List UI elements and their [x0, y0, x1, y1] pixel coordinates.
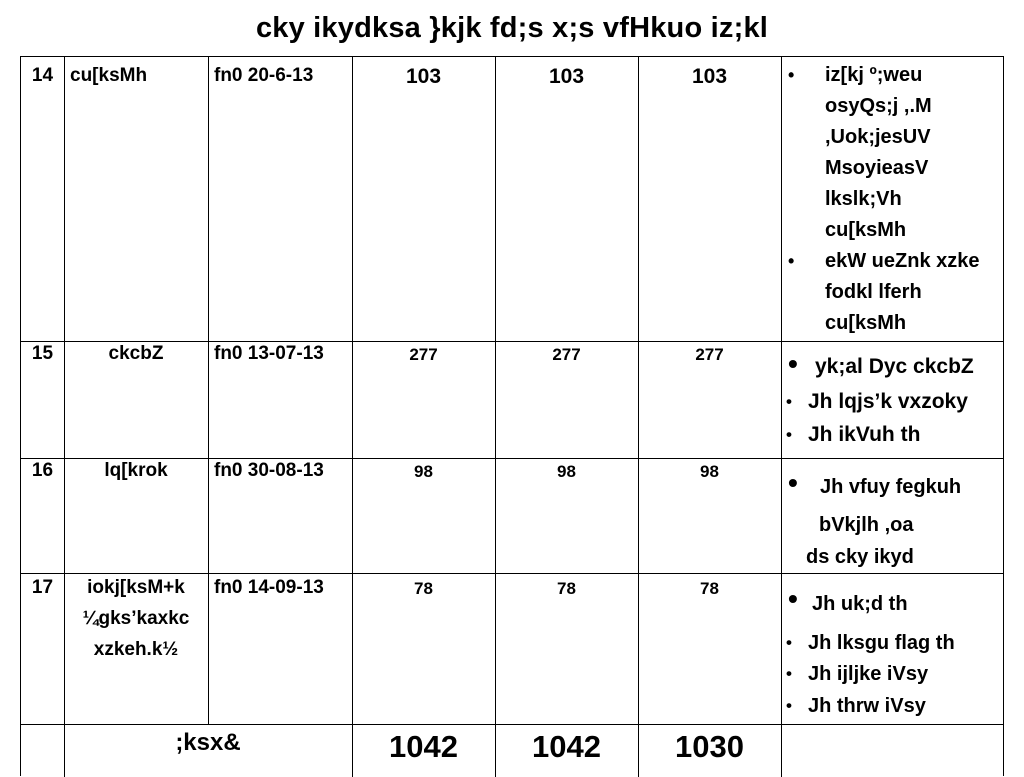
total-value-3: 1030	[675, 729, 744, 764]
bullet-icon: •	[788, 251, 795, 271]
bullet-icon: •	[788, 583, 798, 614]
remark-line: lkslk;Vh	[825, 188, 902, 210]
col-divider	[638, 57, 639, 777]
row-name: ¼gks’kaxkc	[82, 608, 190, 629]
remark-line: ,Uok;jesUV	[825, 126, 931, 148]
row-value-3: 98	[700, 462, 719, 481]
row-serial: 14	[31, 65, 54, 86]
row-name: iokj[ksM+k	[87, 577, 185, 598]
remark-line: iz[kj º;weu	[825, 64, 923, 86]
remark-line: Jh lksgu flag th	[808, 632, 955, 654]
total-value-1: 1042	[389, 729, 458, 764]
bullet-icon: •	[786, 633, 792, 652]
row-name: cu[ksMh	[70, 65, 148, 86]
remark-line: bVkjlh ,oa	[819, 514, 914, 536]
row-date: fn0 13-07-13	[214, 343, 324, 364]
row-value-1: 277	[409, 345, 438, 364]
col-divider	[208, 57, 209, 724]
remark-line: cu[ksMh	[825, 219, 907, 241]
row-value-1: 78	[414, 579, 433, 598]
row-value-2: 277	[552, 345, 581, 364]
col-divider	[781, 57, 782, 777]
row-value-3: 78	[700, 579, 719, 598]
bullet-icon: •	[786, 425, 792, 444]
row-value-2: 98	[557, 462, 576, 481]
total-label: ;ksx&	[175, 729, 241, 756]
bullet-icon: •	[786, 696, 792, 715]
bullet-icon: •	[786, 392, 792, 411]
remark-line: Jh thrw iVsy	[808, 695, 926, 717]
row-serial: 17	[31, 577, 54, 598]
row-serial: 16	[31, 460, 54, 481]
bullet-icon: •	[788, 65, 795, 85]
row-value-2: 103	[548, 65, 585, 88]
row-value-2: 78	[557, 579, 576, 598]
page-title: cky ikydksa }kjk fd;s x;s vfHkuo iz;kl	[255, 12, 769, 44]
row-date: fn0 14-09-13	[214, 577, 324, 598]
row-value-1: 98	[414, 462, 433, 481]
total-value-2: 1042	[532, 729, 601, 764]
remark-line: yk;al Dyc ckcbZ	[815, 355, 974, 378]
col-divider	[495, 57, 496, 777]
remark-line: Jh ikVuh th	[808, 423, 921, 446]
remark-line: MsoyieasV	[825, 157, 929, 179]
remark-line: ds cky ikyd	[806, 546, 914, 568]
remark-line: Jh uk;d th	[812, 593, 908, 615]
row-date: fn0 20-6-13	[214, 65, 314, 86]
row-value-3: 103	[691, 65, 728, 88]
row-value-1: 103	[405, 65, 442, 88]
row-name: lq[krok	[104, 460, 168, 481]
row-name: ckcbZ	[108, 343, 164, 364]
remark-line: Jh vfuy fegkuh	[820, 476, 962, 498]
remark-line: Jh ijljke iVsy	[808, 663, 929, 685]
remark-line: osyQs;j ,.M	[825, 95, 932, 117]
row-divider	[21, 573, 1004, 574]
row-divider	[21, 724, 1004, 725]
row-name: xzkeh.k½	[93, 639, 179, 660]
remark-line: fodkl lferh	[825, 281, 922, 303]
bullet-icon: •	[788, 467, 798, 498]
bullet-icon: •	[788, 348, 798, 379]
bullet-icon: •	[786, 664, 792, 683]
remark-line: ekW ueZnk xzke	[825, 250, 980, 272]
remark-line: Jh lqjs’k vxzoky	[808, 390, 968, 413]
row-date: fn0 30-08-13	[214, 460, 324, 481]
remark-line: cu[ksMh	[825, 312, 907, 334]
row-serial: 15	[31, 343, 54, 364]
col-divider	[352, 57, 353, 777]
row-value-3: 277	[695, 345, 724, 364]
